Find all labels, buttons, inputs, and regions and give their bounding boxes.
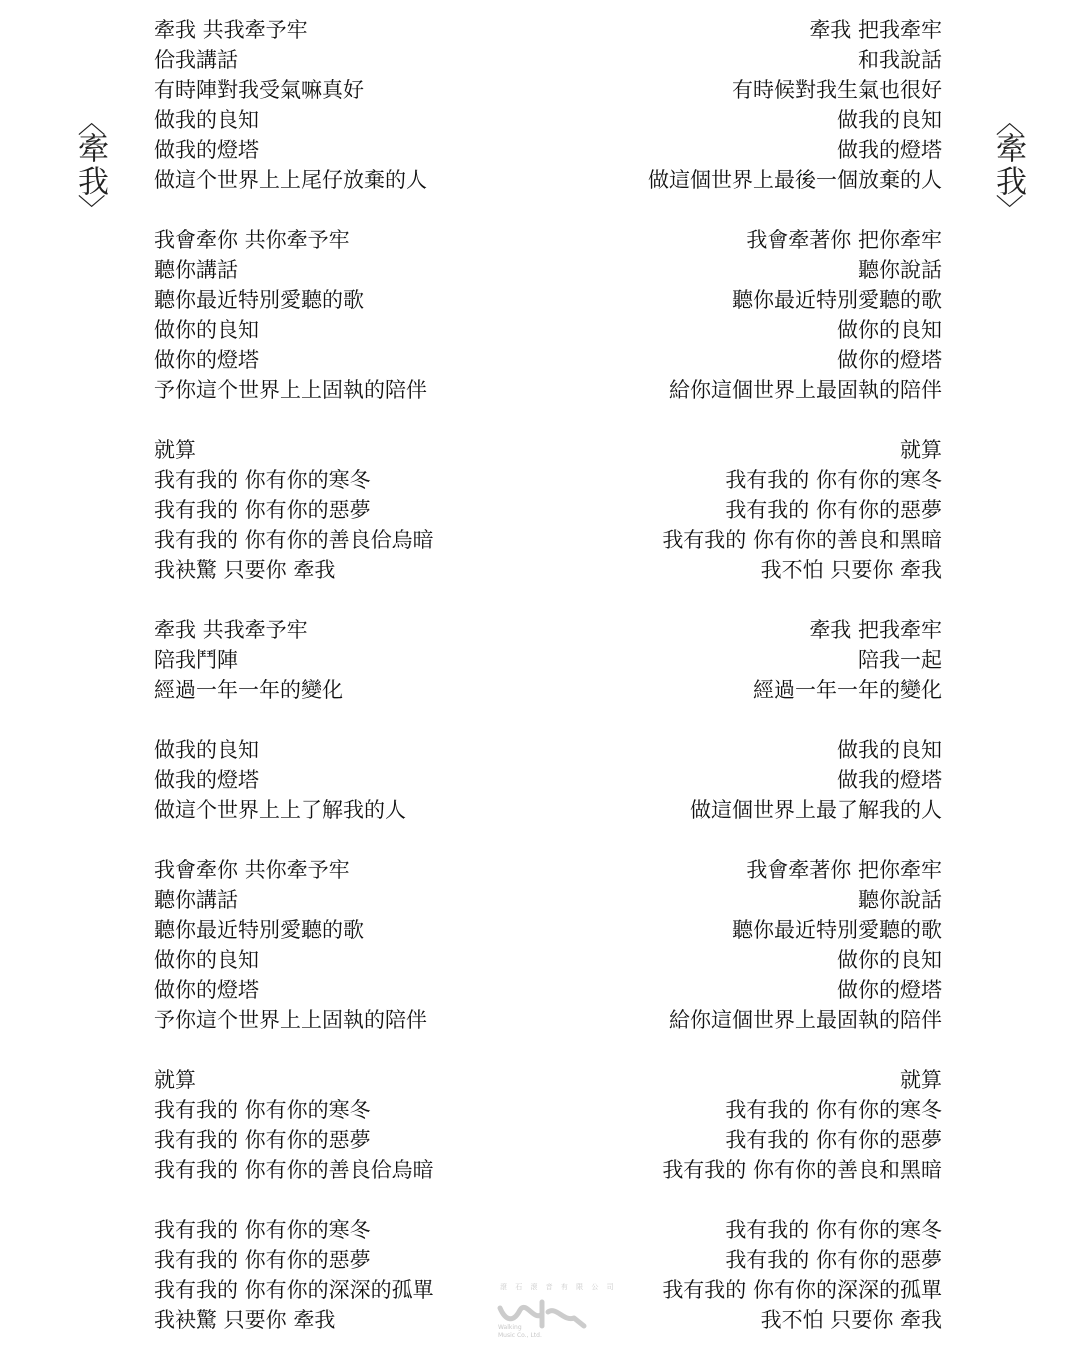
lyric-line: 我會牽你 共你牽予牢 [154, 858, 350, 882]
lyric-line: 我袂驚 只要你 牽我 [154, 1308, 336, 1332]
lyric-line: 予你這个世界上上固執的陪伴 [154, 378, 427, 402]
lyric-stanza [154, 1065, 574, 1185]
lyric-line: 我有我的 你有你的惡夢 [725, 498, 942, 522]
lyric-line: 和我說話 [858, 48, 942, 72]
lyric-line: 就算 [900, 1068, 942, 1092]
lyric-line: 聽你講話 [154, 258, 238, 282]
title-text-left: 牽我 [72, 132, 108, 198]
lyric-stanza [154, 735, 574, 825]
lyric-line: 我有我的 你有你的寒冬 [725, 468, 942, 492]
lyric-line: 做你的燈塔 [154, 348, 259, 372]
lyric-line: 我有我的 你有你的惡夢 [725, 1248, 942, 1272]
lyric-line: 我會牽你 共你牽予牢 [154, 228, 350, 252]
lyric-line: 做我的良知 [154, 738, 259, 762]
watermark-company-name: 滾 石 滾 音 有 限 公 司 [500, 1283, 617, 1291]
lyric-line: 做你的良知 [154, 948, 259, 972]
lyric-line: 我有我的 你有你的寒冬 [725, 1098, 942, 1122]
title-bracket-close: 〉 [74, 193, 107, 222]
lyric-line: 陪我鬥陣 [154, 648, 238, 672]
lyric-line: 做你的良知 [154, 318, 259, 342]
lyrics-column-mandarin [522, 15, 942, 1365]
lyric-line: 做我的良知 [837, 108, 942, 132]
lyric-line: 我有我的 你有你的寒冬 [154, 1098, 371, 1122]
lyric-line: 我袂驚 只要你 牽我 [154, 558, 336, 582]
lyric-line: 我不怕 只要你 牽我 [760, 1308, 942, 1332]
lyric-line: 我有我的 你有你的深深的孤單 [154, 1278, 434, 1302]
lyric-stanza [522, 855, 942, 1035]
lyric-line: 給你這個世界上最固執的陪伴 [669, 378, 942, 402]
lyric-line: 做你的良知 [837, 318, 942, 342]
lyric-stanza [522, 735, 942, 825]
lyric-line: 有時陣對我受氣嘛真好 [154, 78, 364, 102]
watermark-english-name: Walking Music Co., Ltd. [498, 1324, 542, 1339]
lyric-line: 我有我的 你有你的惡夢 [725, 1128, 942, 1152]
title-bracket-open: 〈 [74, 107, 107, 136]
lyric-stanza [522, 615, 942, 705]
lyric-line: 我有我的 你有你的寒冬 [725, 1218, 942, 1242]
lyric-line: 做我的燈塔 [154, 138, 259, 162]
lyric-line: 做你的燈塔 [837, 348, 942, 372]
lyric-stanza [522, 15, 942, 195]
lyric-line: 牽我 共我牽予牢 [154, 618, 308, 642]
lyric-line: 聽你最近特別愛聽的歌 [732, 288, 942, 312]
lyric-line: 我有我的 你有你的善良和黑暗 [662, 1158, 942, 1182]
lyric-line: 聽你講話 [154, 888, 238, 912]
lyric-line: 做你的燈塔 [154, 978, 259, 1002]
lyric-stanza [522, 225, 942, 405]
lyric-line: 做這個世界上最後一個放棄的人 [648, 168, 942, 192]
lyric-line: 聽你說話 [858, 258, 942, 282]
lyric-line: 聽你最近特別愛聽的歌 [732, 918, 942, 942]
lyric-line: 牽我 把我牽牢 [809, 18, 942, 42]
lyric-line: 牽我 把我牽牢 [809, 618, 942, 642]
lyric-line: 經過一年一年的變化 [753, 678, 942, 702]
lyric-line: 做我的燈塔 [837, 768, 942, 792]
lyric-line: 做我的良知 [837, 738, 942, 762]
lyric-stanza [154, 615, 574, 705]
lyric-line: 牽我 共我牽予牢 [154, 18, 308, 42]
lyrics-column-taiwanese [154, 15, 574, 1365]
lyric-line: 我有我的 你有你的深深的孤單 [662, 1278, 942, 1302]
title-bracket-close: 〉 [992, 193, 1025, 222]
lyric-line: 陪我一起 [858, 648, 942, 672]
lyric-line: 做我的燈塔 [837, 138, 942, 162]
lyric-line: 就算 [154, 1068, 196, 1092]
lyric-line: 我有我的 你有你的惡夢 [154, 498, 371, 522]
lyric-stanza [154, 15, 574, 195]
lyric-line: 我有我的 你有你的惡夢 [154, 1128, 371, 1152]
lyric-line: 做你的燈塔 [837, 978, 942, 1002]
lyric-line: 我有我的 你有你的善良佮烏暗 [154, 1158, 434, 1182]
lyric-line: 做你的良知 [837, 948, 942, 972]
lyric-line: 我有我的 你有你的寒冬 [154, 468, 371, 492]
lyric-line: 就算 [900, 438, 942, 462]
vertical-title-right [988, 107, 1028, 222]
lyric-stanza [154, 435, 574, 585]
lyric-line: 做這个世界上上尾仔放棄的人 [154, 168, 427, 192]
lyric-line: 聽你最近特別愛聽的歌 [154, 288, 364, 312]
lyric-line: 做這個世界上最了解我的人 [690, 798, 942, 822]
lyric-line: 我有我的 你有你的寒冬 [154, 1218, 371, 1242]
lyric-line: 我有我的 你有你的善良和黑暗 [662, 528, 942, 552]
lyric-line: 我會牽著你 把你牽牢 [746, 858, 942, 882]
lyric-line: 做我的良知 [154, 108, 259, 132]
lyric-line: 我有我的 你有你的惡夢 [154, 1248, 371, 1272]
lyric-line: 聽你最近特別愛聽的歌 [154, 918, 364, 942]
watermark-logo [494, 1282, 617, 1346]
lyric-stanza [522, 1065, 942, 1185]
lyric-line: 給你這個世界上最固執的陪伴 [669, 1008, 942, 1032]
vertical-title-left [70, 107, 110, 222]
lyric-line: 做我的燈塔 [154, 768, 259, 792]
lyric-line: 我會牽著你 把你牽牢 [746, 228, 942, 252]
lyric-line: 我有我的 你有你的善良佮烏暗 [154, 528, 434, 552]
title-bracket-open: 〈 [992, 107, 1025, 136]
lyric-line: 有時候對我生氣也很好 [732, 78, 942, 102]
lyric-line: 聽你說話 [858, 888, 942, 912]
lyric-line: 做這个世界上上了解我的人 [154, 798, 406, 822]
lyric-line: 予你這个世界上上固執的陪伴 [154, 1008, 427, 1032]
title-text-right: 牽我 [990, 132, 1026, 198]
lyric-stanza [522, 435, 942, 585]
lyric-line: 佮我講話 [154, 48, 238, 72]
lyric-line: 就算 [154, 438, 196, 462]
lyric-line: 經過一年一年的變化 [154, 678, 343, 702]
lyric-stanza [154, 855, 574, 1035]
lyric-line: 我不怕 只要你 牽我 [760, 558, 942, 582]
lyric-stanza [154, 225, 574, 405]
